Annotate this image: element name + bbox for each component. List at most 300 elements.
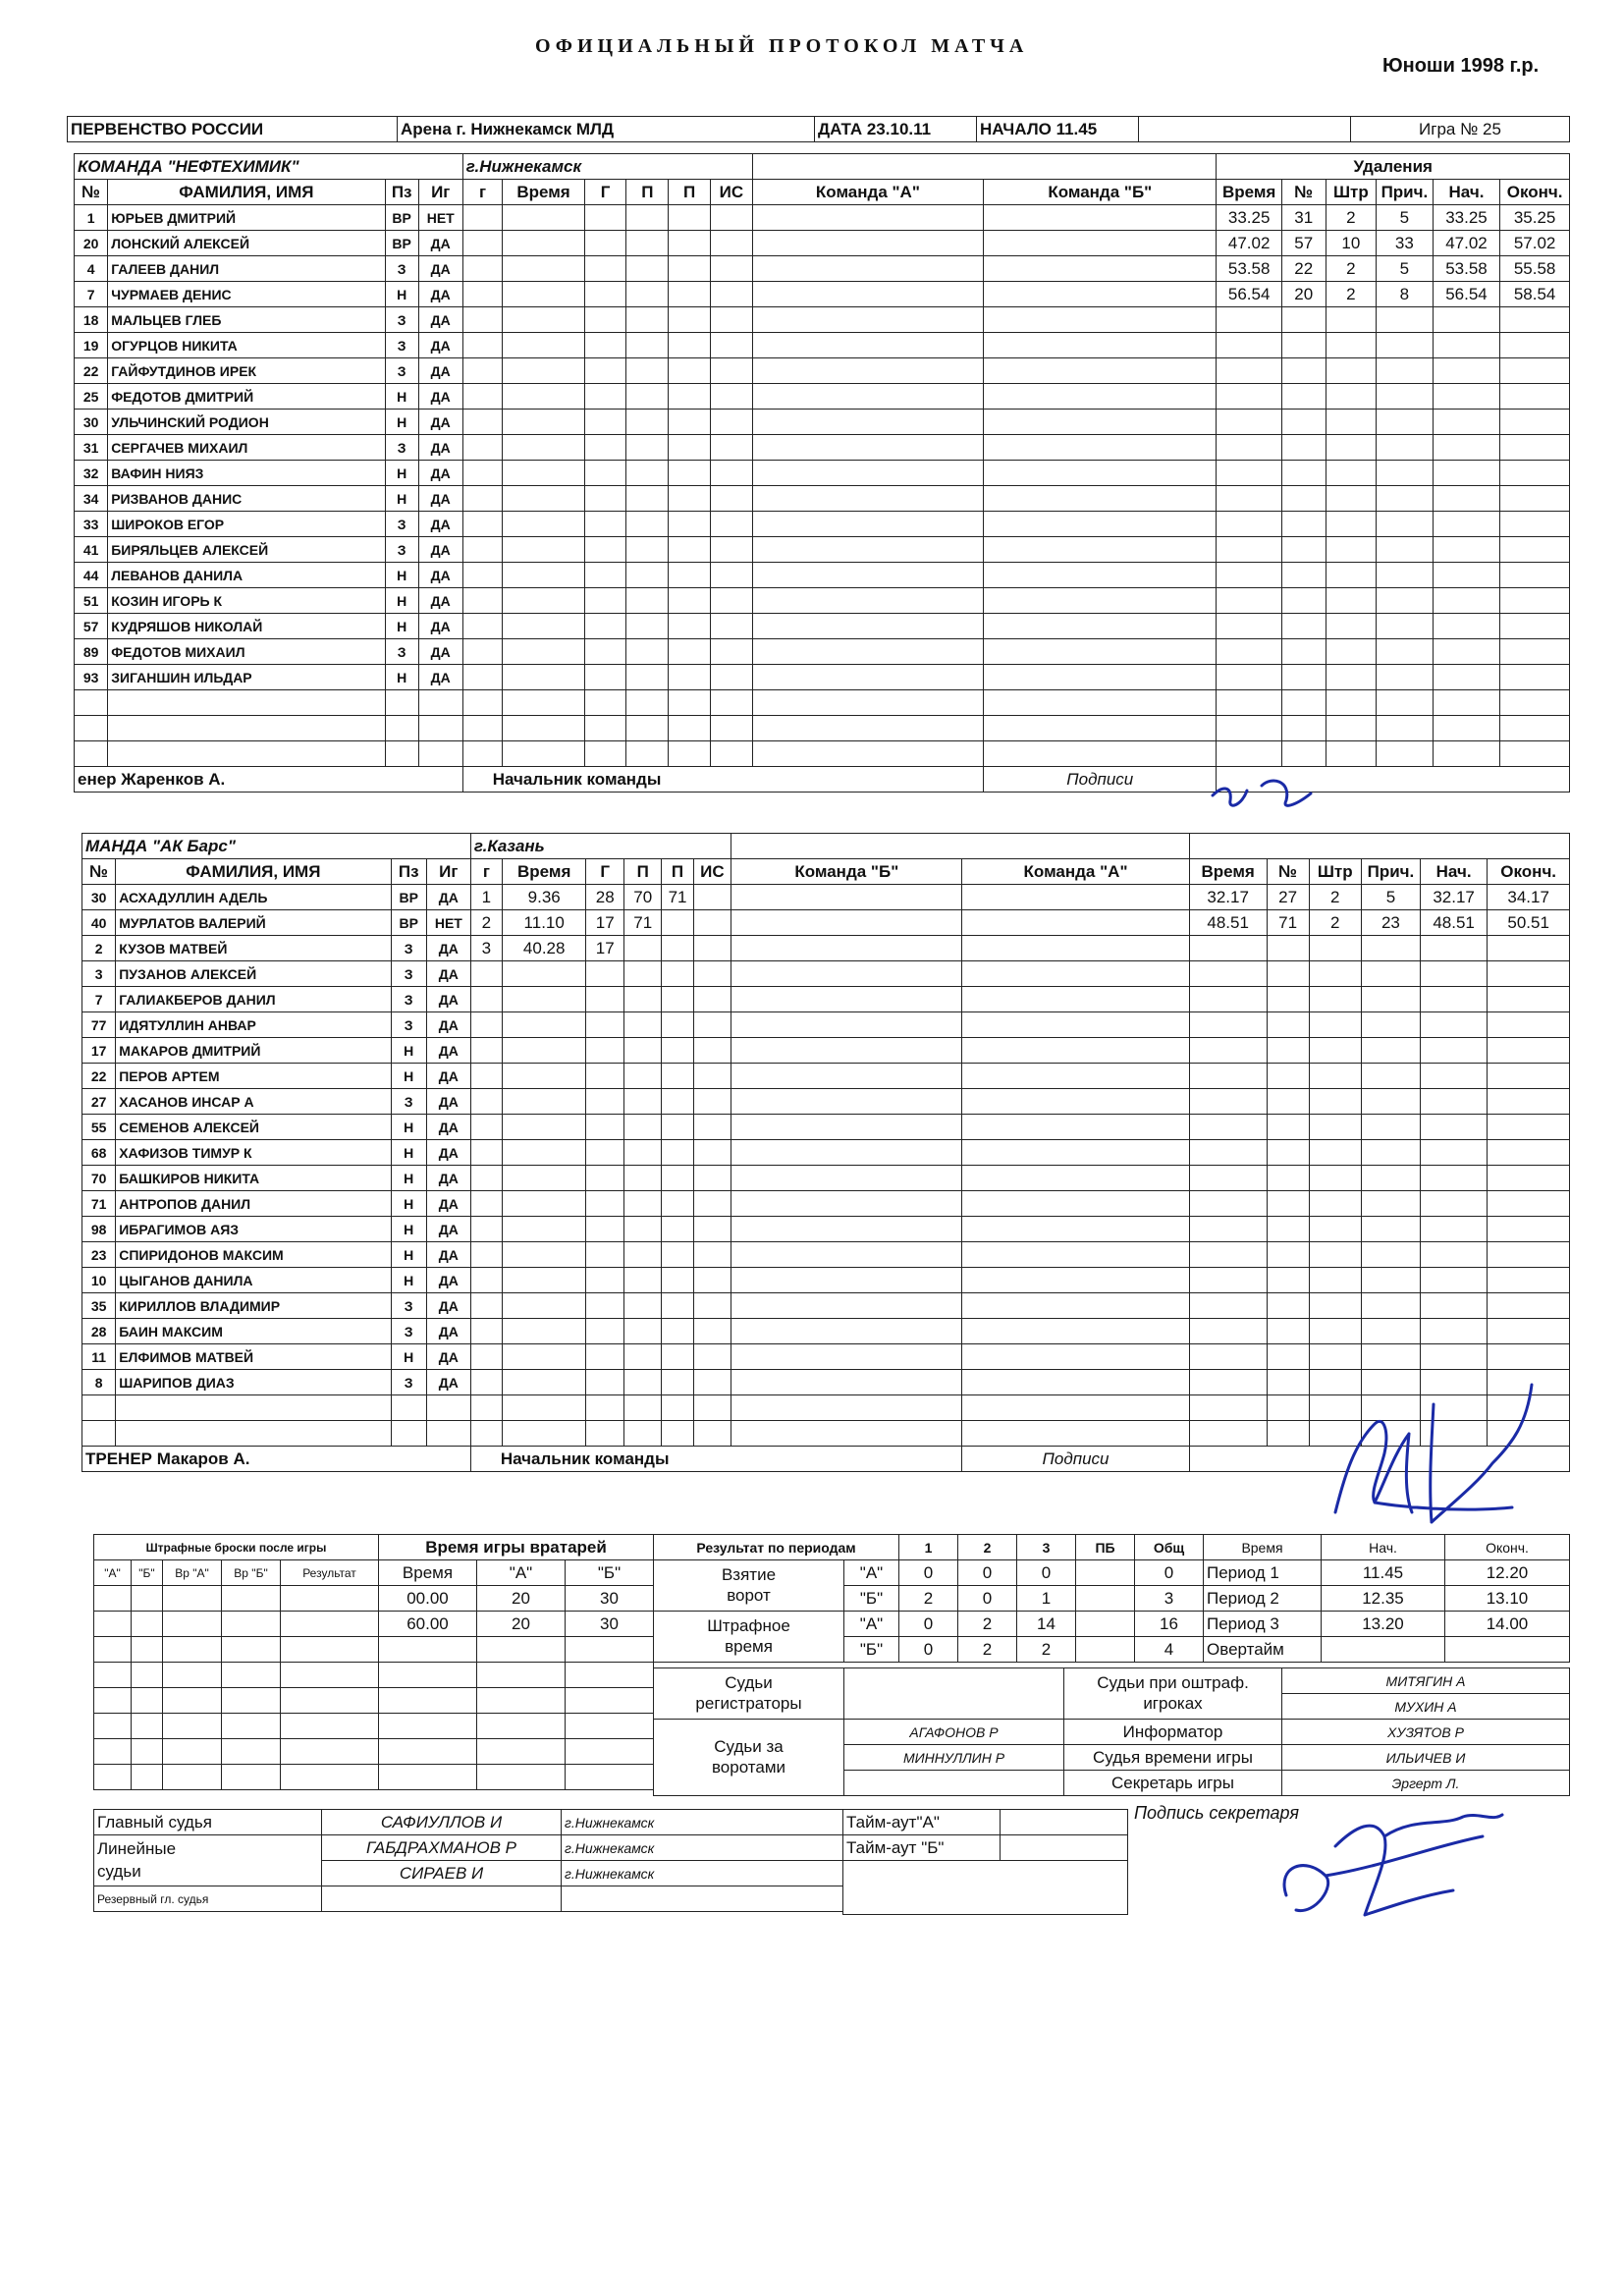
team-a-city: г.Нижнекамск	[462, 154, 752, 180]
team-b-onice-2	[962, 987, 1189, 1012]
team-a-goal-no	[462, 307, 503, 333]
team-a-assist-2	[669, 563, 711, 588]
team-a-pen-end: 55.58	[1500, 256, 1570, 282]
period-times-col: Оконч.	[1445, 1535, 1570, 1560]
team-b-player-number: 40	[82, 910, 116, 936]
team-b-pen-reason	[1361, 1064, 1420, 1089]
team-b-pen-end	[1488, 987, 1570, 1012]
team-b-game-situation	[693, 936, 731, 961]
team-b-goal-scorer	[586, 1370, 624, 1395]
informer-label: Информатор	[1064, 1720, 1282, 1745]
shootout-cell	[281, 1714, 379, 1739]
team-b-label: МАНДА "АК Барс"	[82, 834, 471, 859]
team-a-goal-time	[503, 741, 584, 767]
team-a-goal-time	[503, 205, 584, 231]
team-a-player-number	[75, 741, 108, 767]
team-b-game-situation	[693, 1012, 731, 1038]
team-b-game-situation	[693, 1395, 731, 1421]
goalie-cell	[477, 1714, 566, 1739]
team-b-player-plays: ДА	[426, 1166, 470, 1191]
team-b-goal-time	[502, 1089, 586, 1115]
team-b-pen-minutes	[1309, 1140, 1361, 1166]
shootout-col: "А"	[94, 1560, 132, 1586]
team-a-pen-minutes	[1326, 384, 1376, 410]
team-a-pen-reason	[1377, 384, 1434, 410]
team-b-pen-start	[1420, 1191, 1487, 1217]
team-b-pen-reason	[1361, 1166, 1420, 1191]
team-b-player-number: 7	[82, 987, 116, 1012]
team-b-onice-2	[962, 1012, 1189, 1038]
team-a-player-name: КОЗИН ИГОРЬ К	[108, 588, 385, 614]
col-pen-reason: Прич.	[1377, 180, 1434, 205]
team-b-pen-end	[1488, 1191, 1570, 1217]
period-times-row	[1204, 1586, 1570, 1612]
team-a-player-plays: ДА	[418, 588, 462, 614]
team-b-player-number: 98	[82, 1217, 116, 1242]
team-a-player-plays: ДА	[418, 358, 462, 384]
goal-judges-label: Судьи за воротами	[654, 1720, 844, 1796]
team-b-pen-time	[1189, 1115, 1267, 1140]
team-b-player-number: 68	[82, 1140, 116, 1166]
team-a-pen-number	[1281, 486, 1326, 512]
team-a-player-position: Н	[385, 282, 418, 307]
team-b-goal-no	[470, 1242, 502, 1268]
team-b-onice-2	[962, 1242, 1189, 1268]
officials-table	[653, 1667, 1570, 1796]
col-pen-minutes: Штр	[1326, 180, 1376, 205]
goals-a-p3: 0	[1017, 1560, 1076, 1586]
team-a-pen-number	[1281, 333, 1326, 358]
team-b-pen-reason	[1361, 936, 1420, 961]
goalie-row	[379, 1586, 654, 1612]
team-b-player-position: Н	[391, 1268, 426, 1293]
period-times-row	[1204, 1612, 1570, 1637]
team-b-player-name: ПЕРОВ АРТЕМ	[116, 1064, 391, 1089]
team-a-onice-2	[984, 282, 1217, 307]
team-b-assist-2	[662, 1293, 693, 1319]
team-a-pen-number: 22	[1281, 256, 1326, 282]
goalie-time-title: Время игры вратарей	[379, 1535, 654, 1560]
team-b-pen-time	[1189, 1166, 1267, 1191]
team-b-game-situation	[693, 885, 731, 910]
team-a-onice-2	[984, 358, 1217, 384]
shootout-row	[94, 1586, 379, 1612]
team-a-goal-scorer	[584, 690, 626, 716]
pim-label: Штрафное время	[654, 1612, 844, 1663]
team-a-pen-end	[1500, 307, 1570, 333]
team-a-game-situation	[711, 231, 753, 256]
team-b-assist-1	[623, 1344, 662, 1370]
team-a-assist-2	[669, 231, 711, 256]
team-a-player-position: З	[385, 256, 418, 282]
team-b-onice-2	[962, 1395, 1189, 1421]
team-a-assist-2	[669, 333, 711, 358]
team-b-pen-number: 27	[1267, 885, 1309, 910]
goalie-row	[379, 1663, 654, 1688]
team-b-row	[82, 885, 1570, 910]
team-b-onice-1	[731, 1038, 962, 1064]
col-team-b-onice: Команда "Б"	[731, 859, 962, 885]
goals-a-p2: 0	[958, 1560, 1017, 1586]
team-a-pen-reason	[1377, 639, 1434, 665]
team-a-goal-time	[503, 563, 584, 588]
goalie-cell	[379, 1688, 477, 1714]
team-b-blank	[731, 834, 1189, 859]
team-a-player-plays: ДА	[418, 461, 462, 486]
team-b-assist-2	[662, 1217, 693, 1242]
team-a-pen-number	[1281, 461, 1326, 486]
team-b-pen-reason	[1361, 1089, 1420, 1115]
team-a-goal-scorer	[584, 563, 626, 588]
team-a-onice-2	[984, 333, 1217, 358]
team-b-assist-2	[662, 1370, 693, 1395]
col-pen-start: Нач.	[1420, 859, 1487, 885]
team-a-row	[75, 256, 1570, 282]
team-a-pen-start	[1433, 563, 1499, 588]
goalie-cell	[566, 1663, 654, 1688]
team-b-pen-end	[1488, 1115, 1570, 1140]
team-a-player-name: ЮРЬЕВ ДМИТРИЙ	[108, 205, 385, 231]
team-a-row	[75, 333, 1570, 358]
team-a-pen-time	[1217, 512, 1281, 537]
team-b-pen-number	[1267, 987, 1309, 1012]
team-a-pen-number	[1281, 665, 1326, 690]
team-a-game-situation	[711, 333, 753, 358]
team-b-goal-time	[502, 1344, 586, 1370]
period-times-cell: Период 2	[1204, 1586, 1322, 1612]
team-b-player-position: Н	[391, 1242, 426, 1268]
team-b-onice-2	[962, 961, 1189, 987]
team-a-onice-1	[752, 614, 983, 639]
period-times-cell	[1445, 1637, 1570, 1663]
arena: Арена г. Нижнекамск МЛД	[398, 117, 815, 142]
team-a-player-position	[385, 690, 418, 716]
team-a-pen-minutes: 2	[1326, 282, 1376, 307]
goals-b-p2: 0	[958, 1586, 1017, 1612]
pim-a-so	[1076, 1612, 1135, 1637]
team-b-assist-2	[662, 1140, 693, 1166]
team-b-goal-no	[470, 1344, 502, 1370]
team-a-player-position: Н	[385, 384, 418, 410]
team-a-player-plays: ДА	[418, 512, 462, 537]
team-b-player-plays: ДА	[426, 1319, 470, 1344]
team-a-onice-1	[752, 384, 983, 410]
goals-b-so	[1076, 1586, 1135, 1612]
team-a-pen-reason	[1377, 588, 1434, 614]
team-a-player-number: 89	[75, 639, 108, 665]
team-a-game-situation	[711, 716, 753, 741]
team-b-onice-1	[731, 1012, 962, 1038]
team-b-player-name: КУЗОВ МАТВЕЙ	[116, 936, 391, 961]
team-a-assist-2	[669, 690, 711, 716]
goalie-cell	[566, 1739, 654, 1765]
team-b-onice-1	[731, 987, 962, 1012]
team-a-pen-start	[1433, 512, 1499, 537]
team-b-pen-start	[1420, 1293, 1487, 1319]
team-b-onice-1	[731, 1166, 962, 1191]
team-a-assist-2	[669, 512, 711, 537]
team-b-game-situation	[693, 1115, 731, 1140]
shootout-cell	[132, 1739, 163, 1765]
team-a-pen-minutes	[1326, 486, 1376, 512]
team-b-pen-start: 32.17	[1420, 885, 1487, 910]
team-b-player-name: АСХАДУЛЛИН АДЕЛЬ	[116, 885, 391, 910]
pim-b-p2: 2	[958, 1637, 1017, 1663]
team-b-chief: Начальник команды	[470, 1447, 962, 1472]
team-b-pen-end	[1488, 1217, 1570, 1242]
team-a-assist-1	[626, 486, 669, 512]
period-times-cell: Овертайм	[1204, 1637, 1322, 1663]
team-a-pen-start	[1433, 537, 1499, 563]
shootout-cell	[94, 1612, 132, 1637]
team-a-goal-no	[462, 690, 503, 716]
shootout-cell	[163, 1714, 222, 1739]
team-a-pen-number	[1281, 512, 1326, 537]
team-b-pen-number	[1267, 1370, 1309, 1395]
team-b-player-position: З	[391, 936, 426, 961]
team-b-onice-2	[962, 1319, 1189, 1344]
team-b-assist-1	[623, 1038, 662, 1064]
team-a-onice-1	[752, 563, 983, 588]
team-a-game-situation	[711, 205, 753, 231]
timekeeper-label: Судья времени игры	[1064, 1745, 1282, 1771]
team-b-player-plays: ДА	[426, 1191, 470, 1217]
penalty-box-judge-2: МУХИН А	[1282, 1694, 1570, 1720]
col-game-situation: ИС	[711, 180, 753, 205]
goalie-col: "Б"	[566, 1560, 654, 1586]
team-b-player-number: 27	[82, 1089, 116, 1115]
shootout-col: Результат	[281, 1560, 379, 1586]
team-a-player-name: ЗИГАНШИН ИЛЬДАР	[108, 665, 385, 690]
team-a-goal-scorer	[584, 461, 626, 486]
team-a-player-number: 18	[75, 307, 108, 333]
team-a-pen-number	[1281, 614, 1326, 639]
team-b-goal-scorer	[586, 1191, 624, 1217]
team-b-game-situation	[693, 1370, 731, 1395]
team-a-goal-time	[503, 665, 584, 690]
shootout-cell	[132, 1586, 163, 1612]
team-a-goal-scorer	[584, 486, 626, 512]
team-a-section	[74, 153, 1570, 793]
team-b-pen-time	[1189, 1242, 1267, 1268]
shootout-cell	[163, 1663, 222, 1688]
team-a-player-name: ФЕДОТОВ ДМИТРИЙ	[108, 384, 385, 410]
team-b-player-plays: ДА	[426, 1064, 470, 1089]
team-b-row	[82, 961, 1570, 987]
team-b-goal-no	[470, 1191, 502, 1217]
col-pen-number: №	[1281, 180, 1326, 205]
shootout-cell	[94, 1688, 132, 1714]
team-a-assist-1	[626, 410, 669, 435]
team-a-pen-minutes	[1326, 435, 1376, 461]
shootout-row	[94, 1637, 379, 1663]
team-b-assist-2	[662, 1012, 693, 1038]
team-a-player-name: ФЕДОТОВ МИХАИЛ	[108, 639, 385, 665]
team-b-goal-scorer	[586, 987, 624, 1012]
col-number: №	[75, 180, 108, 205]
team-a-goal-scorer	[584, 435, 626, 461]
team-a-pen-start	[1433, 741, 1499, 767]
team-a-player-position: З	[385, 512, 418, 537]
team-a-pen-reason	[1377, 614, 1434, 639]
team-a-pen-start	[1433, 410, 1499, 435]
team-a-goal-time	[503, 537, 584, 563]
team-b-player-number: 10	[82, 1268, 116, 1293]
linesman-1: ГАБДРАХМАНОВ Р	[322, 1835, 562, 1861]
team-b-onice-1	[731, 1268, 962, 1293]
team-a-game-situation	[711, 282, 753, 307]
team-a-goal-time	[503, 333, 584, 358]
team-a-player-number: 19	[75, 333, 108, 358]
team-a-pen-reason: 8	[1377, 282, 1434, 307]
team-a-goal-scorer	[584, 358, 626, 384]
team-a-player-name: МАЛЬЦЕВ ГЛЕБ	[108, 307, 385, 333]
team-b-assist-1	[623, 1268, 662, 1293]
period-times-cell: 12.20	[1445, 1560, 1570, 1586]
shootout-cell	[132, 1663, 163, 1688]
team-a-goal-time	[503, 256, 584, 282]
goalie-cell	[566, 1688, 654, 1714]
period-col-total: Общ	[1135, 1535, 1204, 1560]
period-times-col: Время	[1204, 1535, 1322, 1560]
team-a-pen-time	[1217, 716, 1281, 741]
team-b-goal-scorer	[586, 1140, 624, 1166]
team-b-player-number: 8	[82, 1370, 116, 1395]
team-b-pen-minutes	[1309, 1268, 1361, 1293]
team-a-game-situation	[711, 410, 753, 435]
team-a-game-situation	[711, 435, 753, 461]
team-b-pen-start	[1420, 1038, 1487, 1064]
team-b-player-position: З	[391, 1089, 426, 1115]
team-b-assist-2	[662, 1395, 693, 1421]
team-a-onice-2	[984, 665, 1217, 690]
team-b-onice-1	[731, 1395, 962, 1421]
team-b-assist-1	[623, 1421, 662, 1447]
team-b-pen-reason: 5	[1361, 885, 1420, 910]
team-a-pen-minutes	[1326, 461, 1376, 486]
team-b-assist-1	[623, 1064, 662, 1089]
team-b-assist-1: 71	[623, 910, 662, 936]
col-name: ФАМИЛИЯ, ИМЯ	[116, 859, 391, 885]
team-b-goal-time: 9.36	[502, 885, 586, 910]
team-b-player-plays: ДА	[426, 1242, 470, 1268]
team-b-pen-number	[1267, 936, 1309, 961]
team-b-pen-time	[1189, 1319, 1267, 1344]
team-a-assist-1	[626, 231, 669, 256]
team-a-pen-time: 33.25	[1217, 205, 1281, 231]
shootout-cell	[281, 1637, 379, 1663]
team-a-player-plays: ДА	[418, 486, 462, 512]
team-b-pen-time	[1189, 1038, 1267, 1064]
team-a-chief: Начальник команды	[462, 767, 983, 793]
team-b-goal-no	[470, 1089, 502, 1115]
team-a-goal-scorer	[584, 512, 626, 537]
team-a-player-name: ВАФИН НИЯЗ	[108, 461, 385, 486]
team-b-goal-time	[502, 961, 586, 987]
team-a-pen-minutes: 10	[1326, 231, 1376, 256]
pim-a-p2: 2	[958, 1612, 1017, 1637]
team-b-game-situation	[693, 1166, 731, 1191]
team-b-player-plays: ДА	[426, 885, 470, 910]
shootout-cell	[281, 1688, 379, 1714]
team-b-goal-time	[502, 1166, 586, 1191]
team-b-pen-minutes	[1309, 936, 1361, 961]
team-a-player-number: 57	[75, 614, 108, 639]
team-a-assist-1	[626, 256, 669, 282]
team-a-player-position: З	[385, 537, 418, 563]
team-b-goal-time	[502, 1038, 586, 1064]
team-a-pen-minutes	[1326, 665, 1376, 690]
team-a-pen-end	[1500, 741, 1570, 767]
shootout-cell	[281, 1586, 379, 1612]
team-a-game-situation	[711, 614, 753, 639]
goalie-cell	[379, 1714, 477, 1739]
team-a-goal-no	[462, 333, 503, 358]
team-b-onice-1	[731, 961, 962, 987]
team-a-pen-number	[1281, 716, 1326, 741]
team-a-onice-1	[752, 690, 983, 716]
team-b-pen-time	[1189, 1191, 1267, 1217]
col-game-situation: ИС	[693, 859, 731, 885]
team-a-onice-2	[984, 716, 1217, 741]
team-b-goal-no	[470, 987, 502, 1012]
team-b-onice-1	[731, 1242, 962, 1268]
team-a-player-plays: ДА	[418, 665, 462, 690]
team-b-assist-1	[623, 987, 662, 1012]
team-a-player-name: УЛЬЧИНСКИЙ РОДИОН	[108, 410, 385, 435]
goalie-col: "А"	[477, 1560, 566, 1586]
period-times-cell: 14.00	[1445, 1612, 1570, 1637]
team-b-assist-2	[662, 1268, 693, 1293]
team-a-signature	[1203, 766, 1330, 815]
team-b-pen-reason	[1361, 1319, 1420, 1344]
team-a-player-plays: ДА	[418, 639, 462, 665]
team-b-pen-end: 34.17	[1488, 885, 1570, 910]
team-a-goal-scorer	[584, 410, 626, 435]
team-a-assist-1	[626, 665, 669, 690]
team-a-onice-2	[984, 486, 1217, 512]
team-a-onice-1	[752, 665, 983, 690]
team-b-player-name: ШАРИПОВ ДИАЗ	[116, 1370, 391, 1395]
team-b-assist-1	[623, 1242, 662, 1268]
goalie-row	[379, 1739, 654, 1765]
team-a-pen-start	[1433, 461, 1499, 486]
team-b-assist-2	[662, 1115, 693, 1140]
team-b-row	[82, 1319, 1570, 1344]
team-b-assist-2	[662, 961, 693, 987]
team-b-assist-2	[662, 1089, 693, 1115]
period-times-cell: 12.35	[1322, 1586, 1445, 1612]
shootout-cell	[281, 1765, 379, 1790]
team-a-player-plays	[418, 741, 462, 767]
team-a-onice-1	[752, 639, 983, 665]
goalie-cell	[477, 1663, 566, 1688]
shootout-cell	[94, 1663, 132, 1688]
team-a-pen-minutes	[1326, 690, 1376, 716]
team-b-goal-time: 11.10	[502, 910, 586, 936]
goalie-cell: 60.00	[379, 1612, 477, 1637]
pim-b-so	[1076, 1637, 1135, 1663]
team-b-pen-number	[1267, 1421, 1309, 1447]
goals-a-p1: 0	[899, 1560, 958, 1586]
team-b-goal-time	[502, 1395, 586, 1421]
team-b-player-number: 22	[82, 1064, 116, 1089]
team-a-onice-2	[984, 461, 1217, 486]
shootout-cell	[94, 1714, 132, 1739]
shootout-cell	[94, 1739, 132, 1765]
team-a-player-number: 4	[75, 256, 108, 282]
team-a-player-number: 31	[75, 435, 108, 461]
